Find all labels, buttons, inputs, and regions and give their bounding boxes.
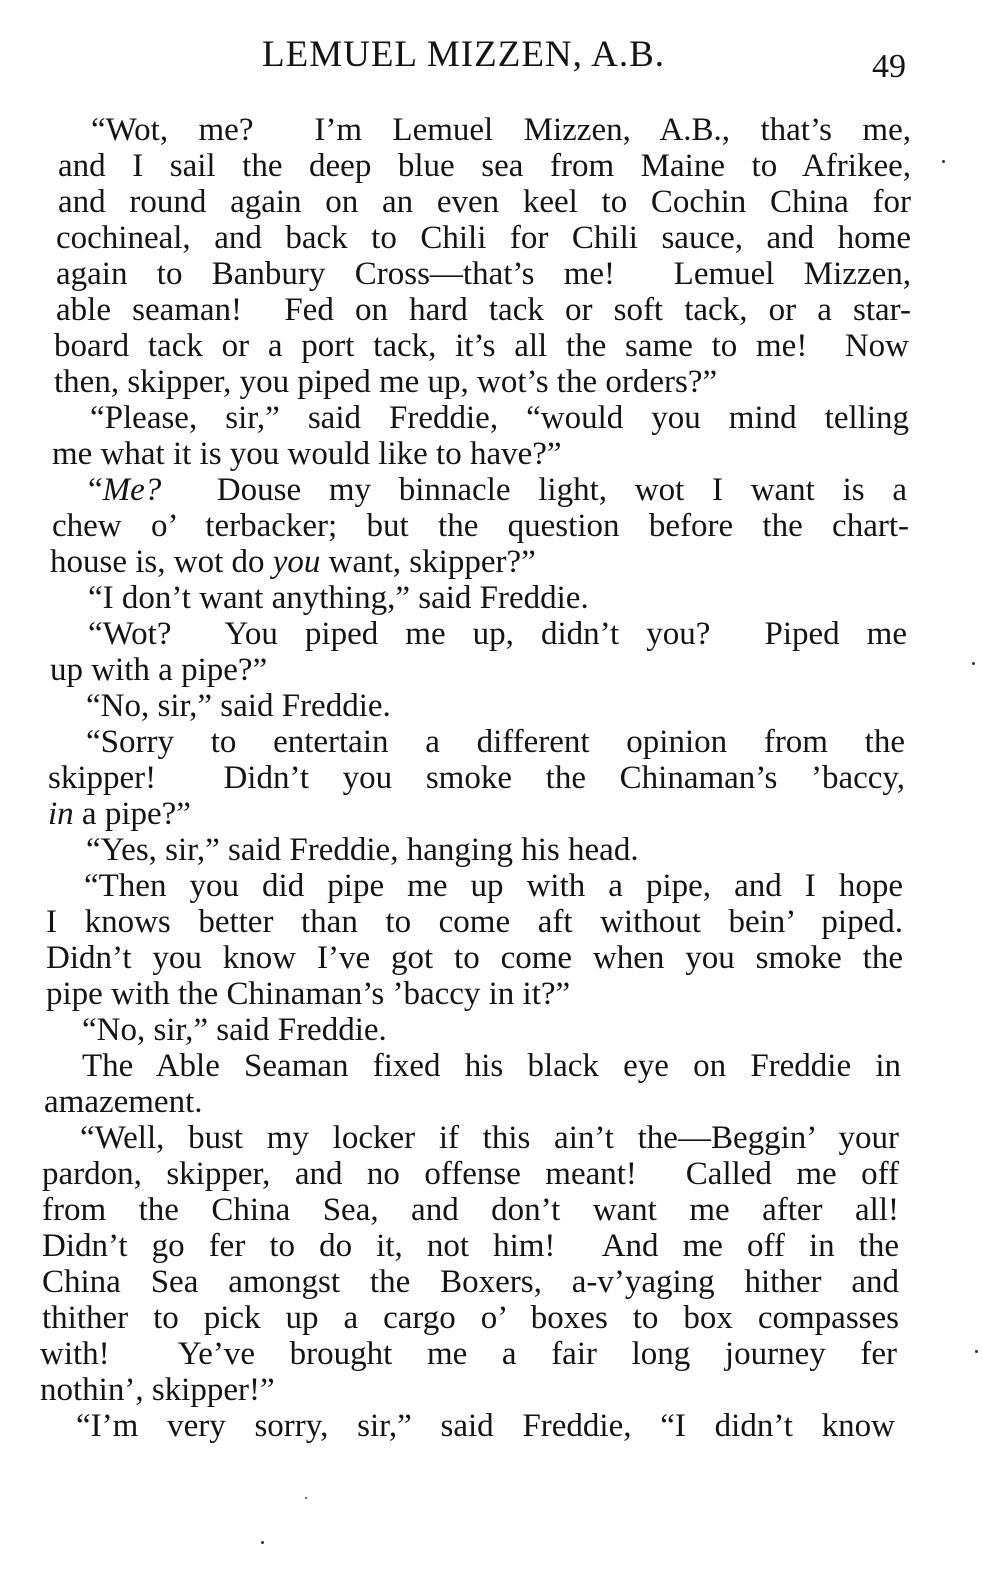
text-line: “Me? Douse my binnacle light, wot I want is a (88, 472, 907, 508)
text-line: house is, wot do you want, skipper?” (50, 544, 536, 580)
text-line: skipper! Didn’t you smoke the Chinaman’s ’baccy, (48, 760, 905, 796)
text-line: and round again on an even keel to Cochin China for (58, 184, 911, 220)
text-line: chew o’ terbacker; but the question before the chart- (52, 508, 909, 544)
text-line: Didn’t go fer to do it, not him! And me off in the (42, 1228, 899, 1264)
text-line: “Wot? You piped me up, didn’t you? Piped me (88, 616, 907, 652)
text-line: “I’m very sorry, sir,” said Freddie, “I didn’t know (76, 1408, 895, 1444)
text-line: from the China Sea, and don’t want me after all! (42, 1192, 899, 1228)
text-line: The Able Seaman fixed his black eye on Freddie in (82, 1048, 901, 1084)
text-line: Didn’t you know I’ve got to come when you smoke the (46, 940, 903, 976)
text-line: again to Banbury Cross—that’s me! Lemuel Mizzen, (56, 256, 911, 292)
running-title: LEMUEL MIZZEN, A.B. (262, 34, 666, 75)
text-line: with! Ye’ve brought me a fair long journey fer (40, 1336, 897, 1372)
text-line: “Well, bust my locker if this ain’t the—Beggin’ your (80, 1120, 899, 1156)
print-speck (305, 1497, 307, 1499)
text-line: China Sea amongst the Boxers, a-v’yaging hither and (42, 1264, 899, 1300)
page-number: 49 (872, 48, 906, 85)
text-line: nothin’, skipper!” (40, 1372, 275, 1408)
text-line: “No, sir,” said Freddie. (86, 688, 391, 724)
text-line: “Wot, me? I’m Lemuel Mizzen, A.B., that’s me, (91, 112, 911, 148)
text-line: “Sorry to entertain a different opinion from the (86, 724, 905, 760)
text-line: board tack or a port tack, it’s all the same to me! Now (54, 328, 909, 364)
text-line: “I don’t want anything,” said Freddie. (88, 580, 589, 616)
text-line: cochineal, and back to Chili for Chili sauce, and home (56, 220, 911, 256)
text-line: “Then you did pipe me up with a pipe, and I hope (84, 868, 903, 904)
text-line: up with a pipe?” (50, 652, 268, 688)
text-line: “No, sir,” said Freddie. (82, 1012, 387, 1048)
text-line: then, skipper, you piped me up, wot’s the orders?” (54, 364, 718, 400)
running-head (0, 30, 982, 85)
print-speck (261, 1541, 264, 1544)
text-line: thither to pick up a cargo o’ boxes to box compasses (42, 1300, 899, 1336)
print-speck (942, 160, 945, 163)
text-line: amazement. (44, 1084, 203, 1120)
text-line: in a pipe?” (48, 796, 191, 832)
text-line: “Please, sir,” said Freddie, “would you mind telling (90, 400, 909, 436)
text-line: pipe with the Chinaman’s ’baccy in it?” (46, 976, 571, 1012)
print-speck (975, 1350, 978, 1353)
text-line: me what it is you would like to have?” (52, 436, 562, 472)
text-line: able seaman! Fed on hard tack or soft tack, or a star- (56, 292, 911, 328)
text-line: and I sail the deep blue sea from Maine to Afrikee, (58, 148, 911, 184)
print-speck (972, 662, 975, 665)
text-line: pardon, skipper, and no offense meant! Called me off (42, 1156, 899, 1192)
text-line: I knows better than to come aft without bein’ piped. (46, 904, 903, 940)
text-line: “Yes, sir,” said Freddie, hanging his head. (86, 832, 639, 868)
